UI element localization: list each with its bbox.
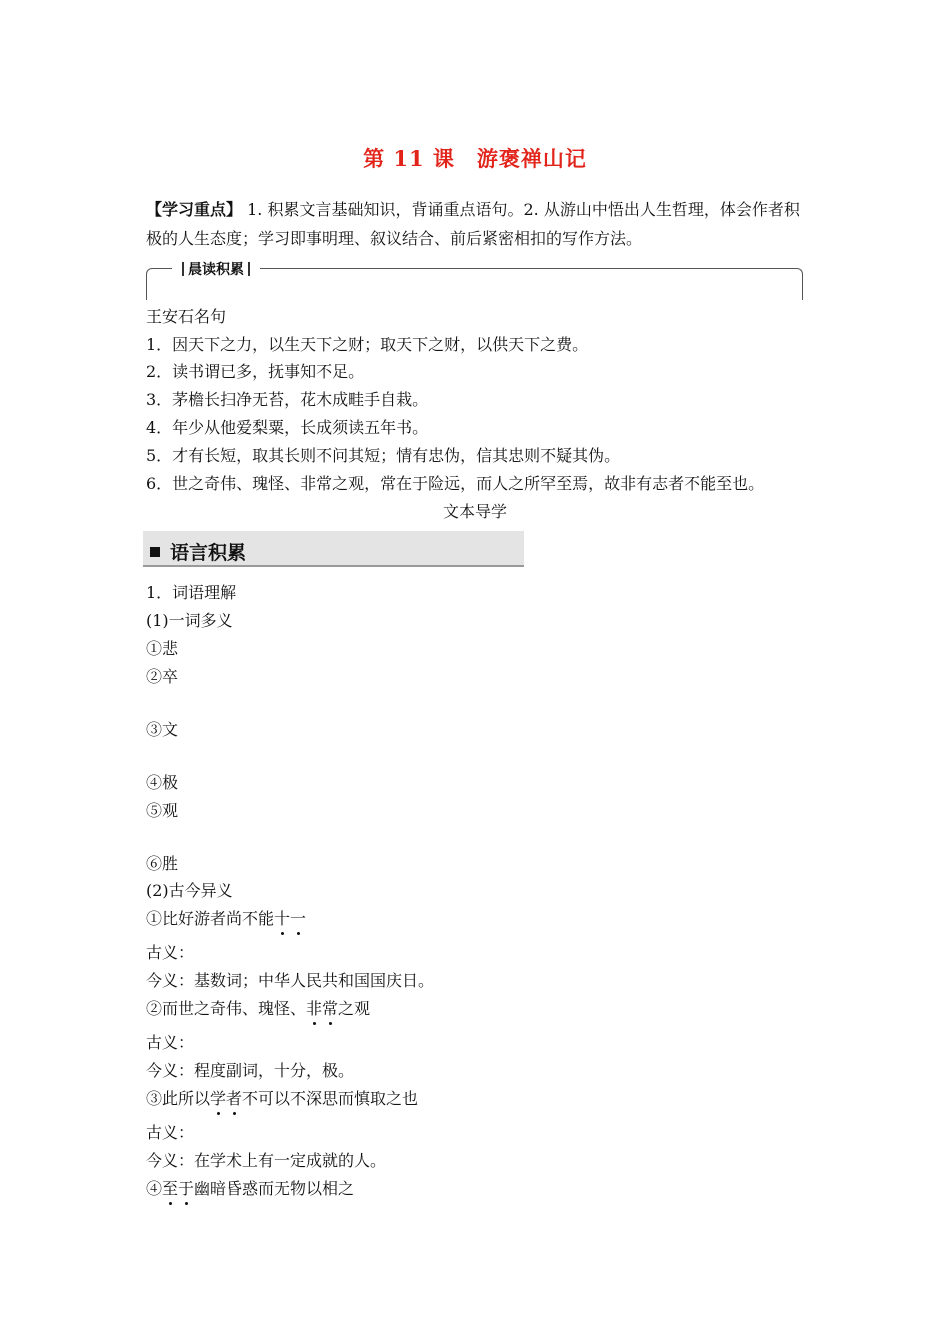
morning-reading-label: 晨读积累 bbox=[172, 259, 260, 279]
modern-meaning: 今义：在学术上有一定成就的人。 bbox=[146, 1151, 387, 1170]
quote-item: 6．世之奇伟、瑰怪、非常之观，常在于险远，而人之所罕至焉，故非有志者不能至也。 bbox=[146, 474, 765, 493]
quote-item: 5．才有长短，取其长则不问其短；情有忠伪，信其忠则不疑其伪。 bbox=[146, 446, 621, 465]
ancient-meaning: 古义： bbox=[146, 1123, 195, 1142]
ancient-modern-heading: (2)古今异义 bbox=[146, 881, 233, 900]
quote-item: 3．茅檐长扫净无苔，花木成畦手自栽。 bbox=[146, 390, 429, 409]
study-focus-text1: 1. 积累文言基础知识，背诵重点语句。2. 从游山中悟出人生哲理，体会作者积 bbox=[247, 200, 800, 219]
ancient-meaning: 古义： bbox=[146, 1033, 195, 1052]
label-bar-right bbox=[248, 262, 250, 276]
study-focus-line1 bbox=[146, 200, 800, 220]
section-title: 语言积累 bbox=[150, 538, 246, 565]
polysemy-heading: (1)一词多义 bbox=[146, 611, 233, 630]
example-sentence: ①比好游者尚不能十一 bbox=[146, 909, 307, 928]
polysemy-word: ③文 bbox=[146, 720, 179, 739]
label-bar-left bbox=[182, 262, 184, 276]
dotted-char: 十 bbox=[274, 909, 291, 928]
text-guide-heading: 文本导学 bbox=[442, 502, 507, 521]
polysemy-word: ①悲 bbox=[146, 639, 179, 658]
dotted-char: 者 bbox=[226, 1089, 243, 1108]
vocab-heading: 1．词语理解 bbox=[146, 583, 237, 602]
example-sentence: ②而世之奇伟、瑰怪、非常之观 bbox=[146, 999, 371, 1018]
polysemy-word: ⑥胜 bbox=[146, 854, 179, 873]
quote-item: 4．年少从他爱梨粟，长成须读五年书。 bbox=[146, 418, 429, 437]
dotted-char: 非 bbox=[306, 999, 323, 1018]
dotted-char: 常 bbox=[322, 999, 339, 1018]
study-focus-label: 【学习重点】 bbox=[146, 200, 243, 219]
quote-item: 1．因天下之力，以生天下之财；取天下之财，以供天下之费。 bbox=[146, 335, 589, 354]
quote-item: 2．读书谓已多，抚事知不足。 bbox=[146, 362, 365, 381]
dotted-char: 一 bbox=[290, 909, 307, 928]
morning-heading: 王安石名句 bbox=[146, 307, 227, 326]
example-sentence: ④至于幽暗昏惑而无物以相之 bbox=[146, 1179, 355, 1198]
dotted-char: 至 bbox=[162, 1179, 179, 1198]
polysemy-word: ②卒 bbox=[146, 667, 179, 686]
modern-meaning: 今义：程度副词，十分，极。 bbox=[146, 1061, 355, 1080]
example-sentence: ③此所以学者不可以不深思而慎取之也 bbox=[146, 1089, 419, 1108]
dotted-char: 学 bbox=[210, 1089, 227, 1108]
square-bullet-icon bbox=[150, 547, 160, 557]
dotted-char: 于 bbox=[178, 1179, 195, 1198]
ancient-meaning: 古义： bbox=[146, 943, 195, 962]
study-focus-line2: 极的人生态度；学习即事明理、叙议结合、前后紧密相扣的写作方法。 bbox=[146, 229, 643, 248]
polysemy-word: ④极 bbox=[146, 773, 179, 792]
polysemy-word: ⑤观 bbox=[146, 801, 179, 820]
modern-meaning: 今义：基数词；中华人民共和国国庆日。 bbox=[146, 971, 435, 990]
lesson-title: 第 11 课 游褒禅山记 bbox=[363, 146, 587, 171]
